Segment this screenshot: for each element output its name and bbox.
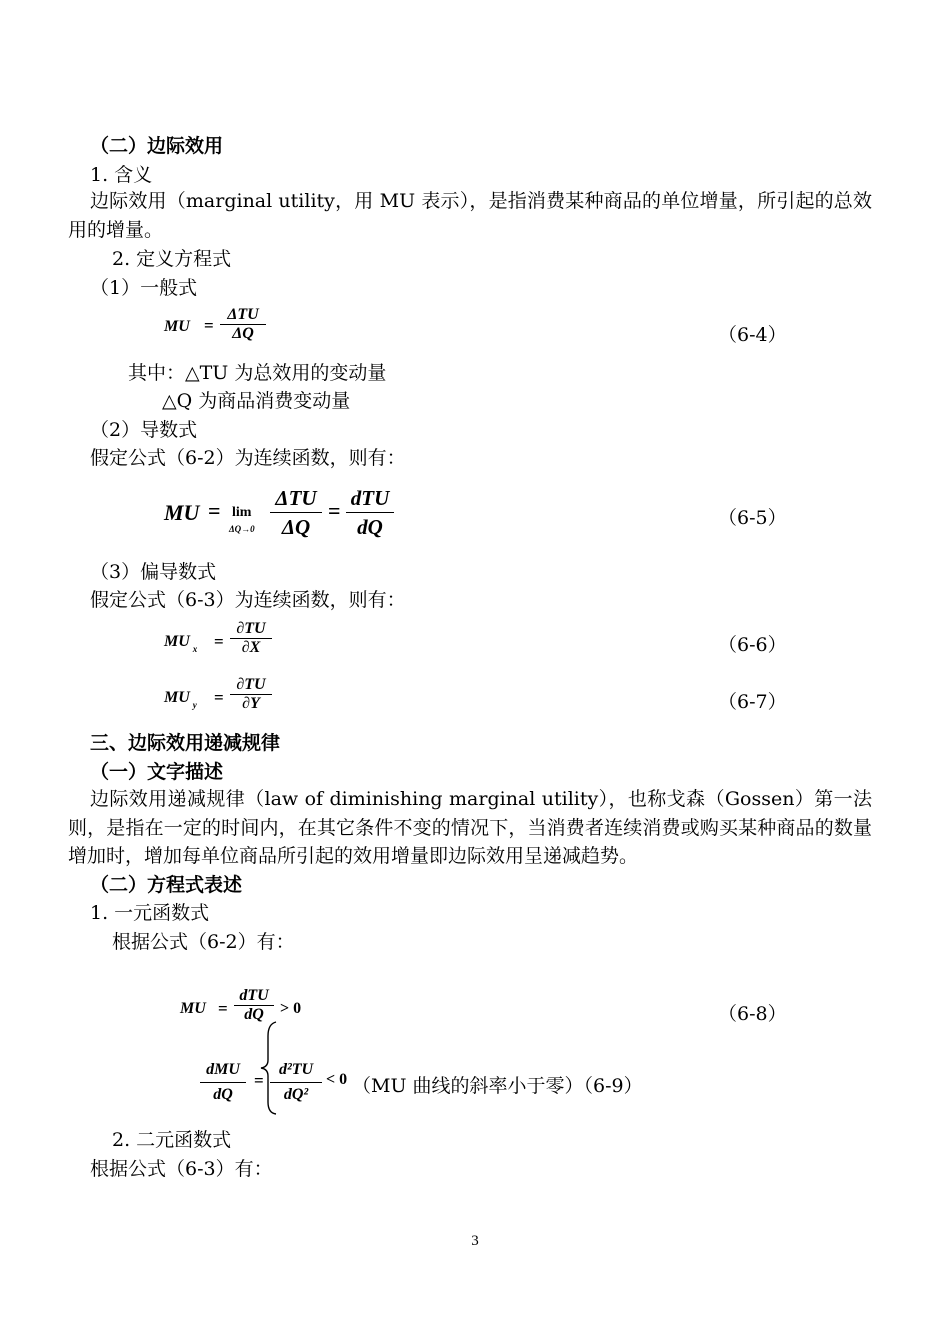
f67-fraction (230, 676, 272, 713)
f66-subscript: x (192, 644, 198, 654)
per-formula-62: 根据公式（6-2）有： (112, 931, 295, 953)
f68-fraction (234, 987, 274, 1024)
definition-equation-label: 2. 定义方程式 (112, 248, 232, 270)
f67-equals: = (214, 688, 224, 707)
f67-subscript: y (192, 700, 197, 710)
f64-numerator: ΔTU (227, 306, 259, 323)
f67-number: （6-7） (718, 691, 787, 713)
f65-denominator-1: ΔQ (281, 515, 311, 539)
f67-numerator: ∂TU (236, 676, 266, 693)
f66-lhs (164, 633, 198, 654)
f65-equals-2: = (328, 498, 341, 523)
meaning-paragraph: 边际效用（marginal utility，用 MU 表示），是指消费某种商品的单位增量，所引起的总效用的增量。 (68, 190, 872, 241)
f64-lhs: MU (164, 318, 190, 335)
f65-fraction-1 (270, 484, 322, 541)
bivariate-label: 2. 二元函数式 (112, 1129, 232, 1151)
heading-law-diminishing: 三、边际效用递减规律 (90, 732, 281, 754)
f65-numerator-1: ΔTU (275, 486, 317, 510)
f65-number: （6-5） (718, 507, 787, 529)
f69-fraction-1 (200, 1058, 246, 1107)
heading-equation-expression: （二）方程式表述 (90, 874, 243, 896)
f65-numerator-2: dTU (350, 486, 390, 510)
f69-numerator-2: d²TU (278, 1061, 314, 1078)
f66-fraction (230, 620, 272, 657)
heading-text-description: （一）文字描述 (90, 761, 224, 783)
f64-number: （6-4） (718, 324, 787, 346)
f65-lhs: MU (164, 500, 200, 525)
partial-form-label: （3）偏导数式 (90, 561, 217, 583)
page-number: 3 (471, 1233, 479, 1249)
meaning-label: 1. 含义 (90, 164, 153, 186)
where-delta-q: △Q 为商品消费变动量 (162, 390, 351, 412)
f66-numerator: ∂TU (236, 620, 266, 637)
heading-marginal-utility: （二）边际效用 (90, 135, 224, 157)
general-form-label: （1）一般式 (90, 277, 198, 299)
per-formula-63: 根据公式（6-3）有： (90, 1158, 273, 1180)
f64-fraction (220, 306, 266, 343)
f66-number: （6-6） (718, 634, 787, 656)
f69-denominator-2: dQ² (283, 1086, 309, 1103)
f67-denominator: ∂Y (242, 695, 260, 712)
f66-equals: = (214, 632, 224, 651)
f66-denominator: ∂X (241, 639, 261, 656)
f68-relation: > 0 (280, 1000, 302, 1017)
f64-denominator: ΔQ (232, 325, 254, 342)
assume-continuous-62: 假定公式（6-2）为连续函数，则有： (90, 447, 406, 469)
f65-fraction-2 (346, 484, 394, 541)
f67-lhs (164, 689, 197, 710)
derivative-form-label: （2）导数式 (90, 419, 198, 441)
f64-equals: = (204, 316, 214, 335)
f69-note-and-number: （MU 曲线的斜率小于零）（6-9） (352, 1075, 643, 1097)
where-delta-tu: 其中：△TU 为总效用的变动量 (128, 362, 387, 384)
f66-lhs-text: MU (164, 633, 190, 650)
f65-denominator-2: dQ (357, 515, 383, 539)
law-paragraph: 边际效用递减规律（law of diminishing marginal utility），也称戈森（Gossen）第一法则，是指在一定的时间内，在其它条件不变的情况下，当消费者连续消费或购买某种商品的数量增加时，增加每单位商品所引起的效用增量即边际效用呈递减趋势。 (68, 788, 872, 867)
f65-lim: lim (232, 505, 252, 520)
f69-denominator-1: dQ (213, 1086, 233, 1103)
f69-relation: < 0 (326, 1071, 348, 1088)
f69-numerator-1: dMU (206, 1061, 240, 1078)
f68-lhs: MU (180, 1000, 206, 1017)
univariate-label: 1. 一元函数式 (90, 902, 210, 924)
f68-numerator: dTU (239, 987, 269, 1004)
f69-fraction-2 (270, 1058, 322, 1107)
assume-continuous-63: 假定公式（6-3）为连续函数，则有： (90, 589, 406, 611)
f67-lhs-text: MU (164, 689, 190, 706)
f65-lim-subscript: ΔQ→0 (229, 524, 255, 534)
f69-equals: = (254, 1071, 264, 1090)
f65-equals: = (208, 498, 221, 523)
f68-denominator: dQ (244, 1006, 264, 1023)
f68-equals: = (218, 999, 228, 1018)
f68-number: （6-8） (718, 1003, 787, 1025)
